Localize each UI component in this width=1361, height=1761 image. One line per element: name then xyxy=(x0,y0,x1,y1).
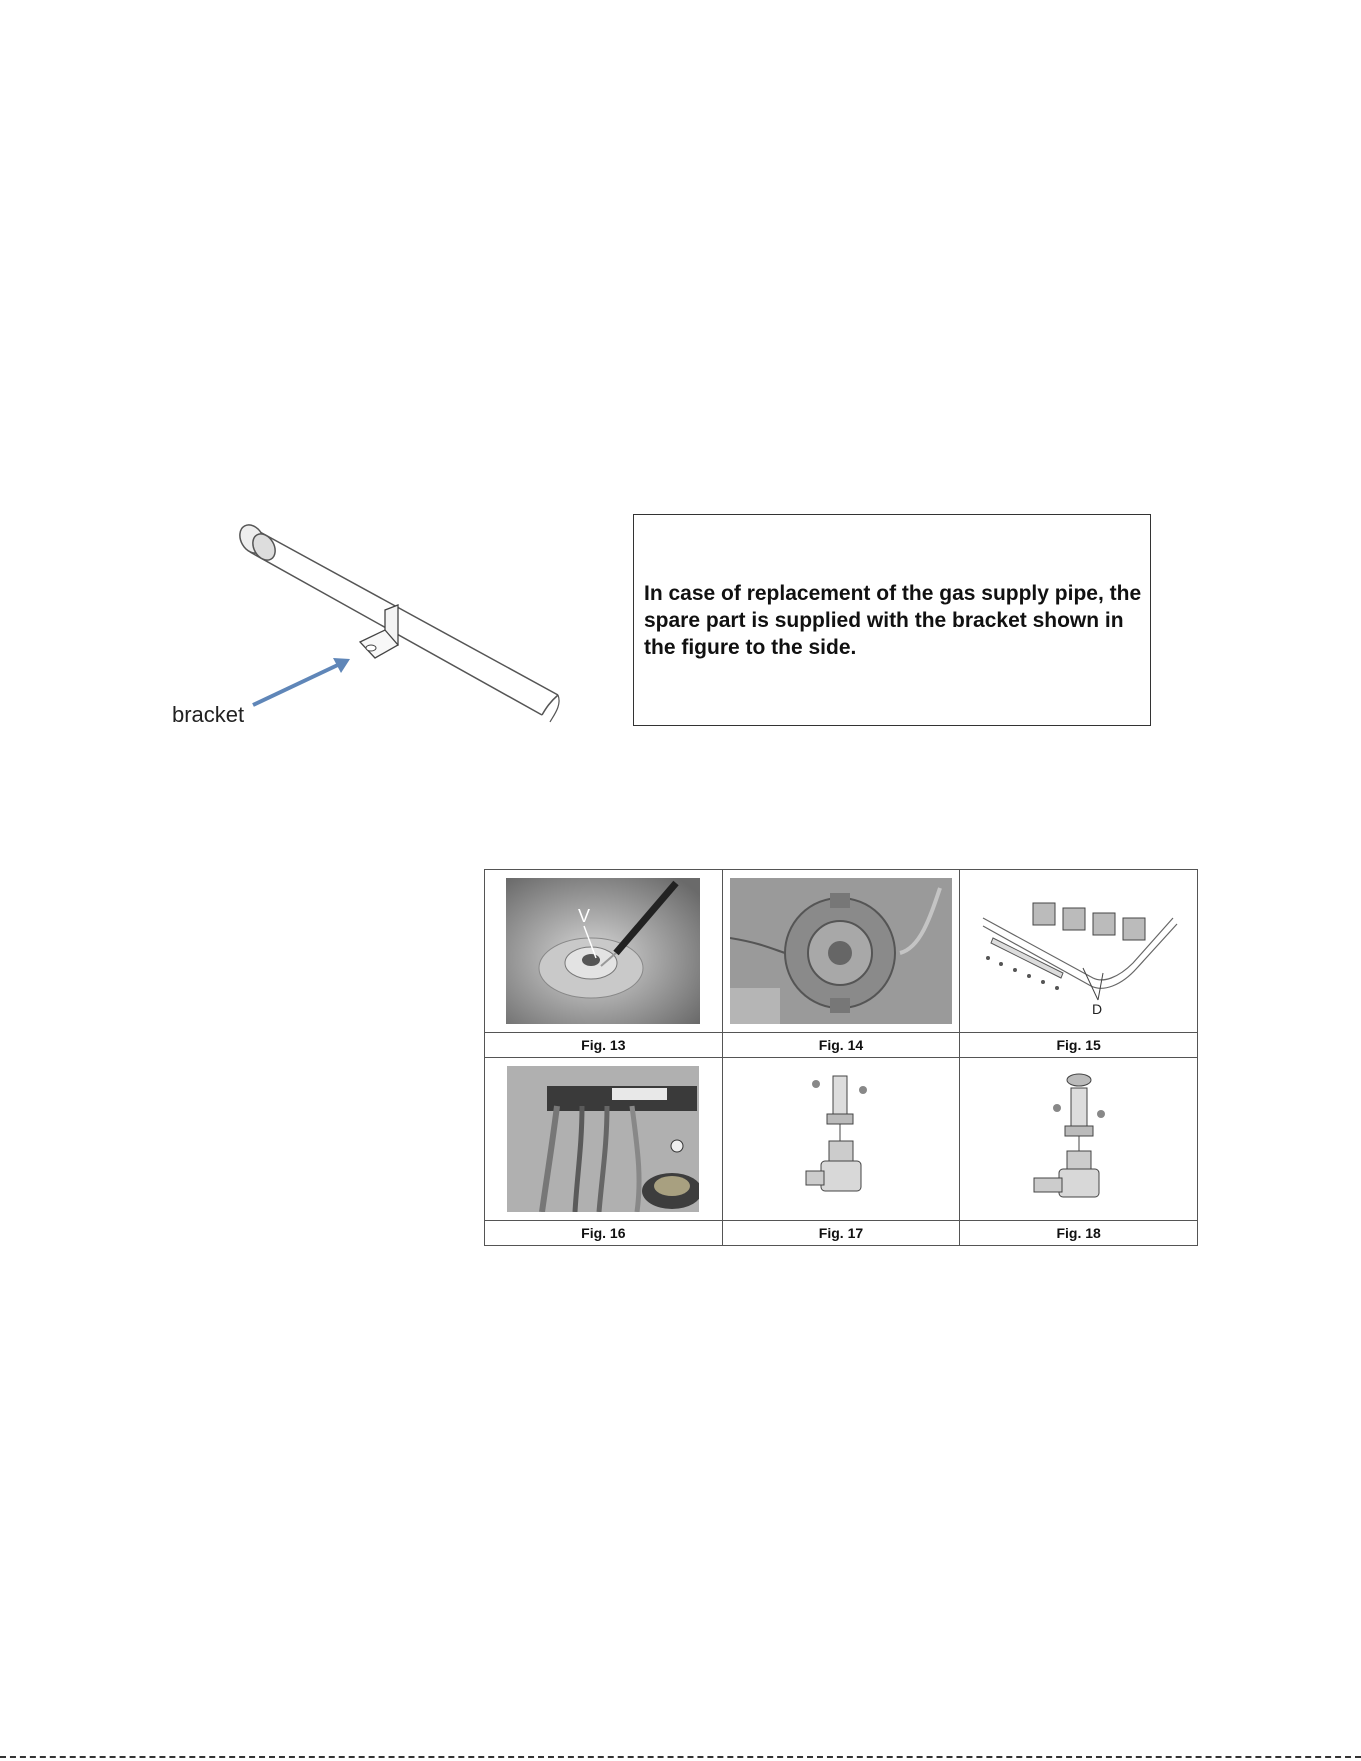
figure-16-cell xyxy=(485,1058,723,1221)
figure-13-caption: Fig. 13 xyxy=(485,1033,723,1058)
figure-16-caption: Fig. 16 xyxy=(485,1221,723,1246)
figure-18-cell xyxy=(960,1058,1198,1221)
page-bottom-rule xyxy=(0,1756,1361,1760)
figure-caption-row xyxy=(485,1221,1198,1246)
figure-17-photo xyxy=(781,1066,901,1212)
replacement-note-text: In case of replacement of the gas supply pipe, the spare part is supplied with the bracket shown in the figure to the side. xyxy=(644,582,1142,659)
figure-15-marker: D xyxy=(1091,1001,1102,1017)
figure-17-cell xyxy=(722,1058,960,1221)
figure-15-caption: Fig. 15 xyxy=(960,1033,1198,1058)
figure-15-photo xyxy=(973,878,1185,1024)
figure-18-photo xyxy=(1019,1066,1139,1212)
figure-image-row xyxy=(485,1058,1198,1221)
figure-16-photo xyxy=(507,1066,699,1212)
bracket-label: bracket xyxy=(172,702,245,727)
figure-13-cell xyxy=(485,870,723,1033)
figure-14-photo xyxy=(730,878,952,1024)
figure-image-row xyxy=(485,870,1198,1033)
figure-18-caption: Fig. 18 xyxy=(960,1221,1198,1246)
figure-13-marker: V xyxy=(578,906,591,926)
figure-14-cell xyxy=(722,870,960,1033)
figures-table xyxy=(484,869,1198,1246)
figure-caption-row xyxy=(485,1033,1198,1058)
figure-15-cell xyxy=(960,870,1198,1033)
figure-17-caption: Fig. 17 xyxy=(722,1221,960,1246)
figure-14-caption: Fig. 14 xyxy=(722,1033,960,1058)
replacement-note-box xyxy=(633,514,1151,726)
figure-13-photo xyxy=(506,878,700,1024)
